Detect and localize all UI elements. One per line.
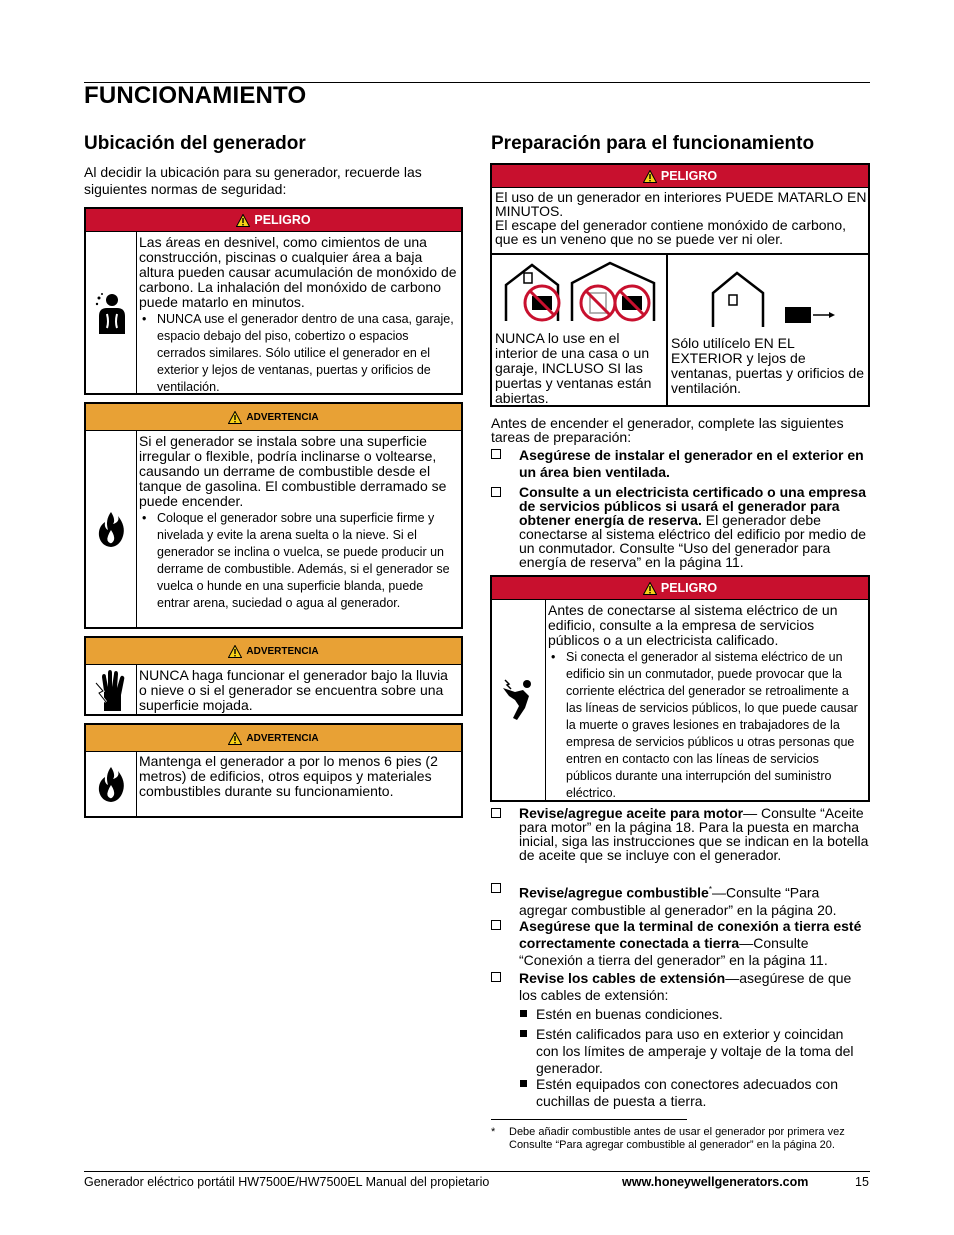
icon-cell: [86, 752, 137, 816]
prep-intro: Antes de encender el generador, complete las siguientes tareas de preparación:: [491, 415, 844, 445]
warning-label: ADVERTENCIA: [246, 411, 319, 423]
footer-rule: [84, 1171, 870, 1172]
task-bold: Revise los cables de extensión: [519, 970, 726, 986]
task-text: Asegúrese de instalar el generador en el exterior en un área bien ventilada.: [519, 447, 864, 480]
danger-header: [492, 165, 868, 188]
checkbox-icon: [491, 487, 501, 497]
danger-box-indoor: [490, 163, 870, 407]
checkbox-icon: [491, 808, 501, 818]
icon-cell: [86, 232, 137, 393]
warning-header: [86, 638, 461, 665]
warning-label: ADVERTENCIA: [246, 732, 319, 744]
task-text: —asegúrese de que los cables de extensión:: [519, 970, 852, 1003]
warning-header: [86, 725, 461, 752]
task-bold: Asegúrese que la terminal de conexión a tierra esté correctamente conectada a tierra: [519, 918, 862, 951]
task-ground: [491, 918, 869, 969]
task-bold: Revise/agregue combustible: [519, 884, 709, 901]
divider: [492, 253, 868, 255]
fire-icon: [96, 765, 126, 803]
danger-label: PELIGRO: [254, 213, 311, 227]
box-main-text: Antes de conectarse al sistema eléctrico de un edificio, consulte a la empresa de servicios públicos o a un electricista calificado.: [548, 602, 838, 648]
warning-triangle-icon: [643, 582, 657, 595]
right-heading: Preparación para el funcionamiento: [491, 133, 815, 154]
footnote-mark: *: [491, 1126, 496, 1138]
box-main-text: Si el generador se instala sobre una superficie irregular o flexible, podría inclinarse o voltearse, causando un derrame de combustible desde el tanque de gasolina. El combustible derramado se puede encender.: [139, 433, 447, 509]
box-text: [139, 434, 459, 612]
warning-triangle-icon: [643, 170, 657, 183]
divider: [666, 253, 668, 405]
footnote-text: Debe añadir combustible antes de usar el generador por primera vez Consulte “Para agregar combustible al generador” en la página 20.: [509, 1126, 845, 1151]
warning-box-distance: [84, 723, 463, 818]
footer-title: Generador eléctrico portátil HW7500E/HW7500EL Manual del propietario: [84, 1175, 490, 1189]
left-intro: Al decidir la ubicación para su generador, recuerde las siguientes normas de seguridad:: [84, 164, 422, 197]
box-text: NUNCA haga funcionar el generador bajo la lluvia o nieve o si el generador se encuentra sobre una superficie mojada.: [139, 667, 448, 713]
icon-cell: [86, 665, 137, 714]
box-text: Mantenga el generador a por lo menos 6 pies (2 metros) de edificios, otros equipos y materiales combustibles durante su funcionamiento.: [139, 753, 438, 799]
sub-item: Estén equipados con conectores adecuados con cuchillas de puesta a tierra.: [536, 1076, 838, 1109]
warning-header: [86, 404, 461, 431]
sub-item: Estén calificados para uso en exterior y coincidan con los límites de amperaje y voltaje de la toma del generador.: [536, 1026, 854, 1076]
co-inhalation-icon: [95, 292, 127, 334]
page-number: 15: [855, 1175, 869, 1189]
outdoor-house-icon: [707, 269, 837, 331]
checkbox-icon: [491, 883, 501, 893]
warning-triangle-icon: [236, 214, 250, 227]
task-check-oil: [491, 806, 869, 862]
page-title: FUNCIONAMIENTO: [84, 82, 307, 109]
footnote-marker: *: [708, 885, 712, 894]
warning-triangle-icon: [228, 732, 242, 745]
task-text: El generador debe conectarse al sistema eléctrico del edificio por medio de un conmutador. Consulte “Uso del generador para energía de reserva” en la página 11.: [519, 512, 867, 570]
electrocution-icon: [501, 678, 537, 722]
task-bold: Revise/agregue aceite para motor: [519, 805, 744, 821]
bullet-square-icon: [520, 1010, 527, 1017]
bullet-square-icon: [520, 1080, 527, 1087]
task-check-fuel: [491, 881, 869, 919]
checkbox-icon: [491, 972, 501, 982]
bullet-square-icon: [520, 1030, 527, 1037]
icon-cell: [86, 431, 137, 627]
warning-box-rain: [84, 636, 463, 716]
task-text: —Consulte “Conexión a tierra del generador” en la página 11.: [519, 935, 828, 968]
checkbox-icon: [491, 449, 501, 459]
danger-box-co: [84, 207, 463, 395]
box-bullet: • NUNCA use el generador dentro de una casa, garaje, espacio debajo del piso, cobertizo o espacios cerrados similares. Sólo utilice el generador en el exterior y lejos de ventanas, puertas y orificios de ventilación.: [139, 311, 459, 396]
no-indoor-house-icon: [502, 261, 662, 325]
pictogram-caption-outdoor: Sólo utilícelo EN EL EXTERIOR y lejos de ventanas, puertas y orificios de ventilación.: [671, 335, 864, 396]
warning-box-tip: [84, 402, 463, 629]
task-extension-cords: [491, 970, 869, 1004]
box-text: [495, 191, 867, 246]
warning-triangle-icon: [228, 411, 242, 424]
danger-header: [86, 209, 461, 232]
task-text: — Consulte “Aceite para motor” en la página 18. Para la puesta en marcha inicial, siga las instrucciones que se indican en la botella de aceite que se incluye con el generador.: [519, 805, 869, 863]
box-bullet: • Si conecta el generador al sistema eléctrico de un edificio sin un conmutador, puede provocar que la corriente eléctrica del generador se retroalimente a las líneas de servicios públicos, lo que puede causar la muerte o graves lesiones en trabajadores de la empresa de servicios públicos u otras personas que entren en contacto con las líneas de servicios públicos durante una interrupción del suministro eléctrico.: [548, 649, 866, 802]
left-heading: Ubicación del generador: [84, 133, 306, 154]
sub-item: Estén en buenas condiciones.: [536, 1006, 723, 1022]
pictogram-caption-indoor: NUNCA lo use en el interior de una casa o un garaje, INCLUSO SI las puertas y ventanas están abiertas.: [495, 330, 652, 406]
footer-url[interactable]: www.honeywellgenerators.com: [622, 1175, 809, 1189]
box-text-1: El uso de un generador en interiores PUEDE MATARLO EN MINUTOS.: [495, 189, 867, 219]
warning-label: ADVERTENCIA: [246, 645, 319, 657]
danger-label: PELIGRO: [660, 581, 718, 595]
task-consult-electrician: [491, 485, 869, 569]
danger-label: PELIGRO: [660, 169, 718, 183]
box-bullet: • Coloque el generador sobre una superficie firme y nivelada y evite la arena suelta o la nieve. Si el generador se inclina o vuelca, se puede producir un derrame de combustible. Además, si el generador se vuelca o hunde en una superficie blanda, puede entrar arena, suciedad o agua al generador.: [139, 510, 459, 612]
warning-triangle-icon: [228, 645, 242, 658]
danger-header: [492, 577, 868, 600]
box-text-2: El escape del generador contiene monóxido de carbono, que es un veneno que no se puede ver ni oler.: [495, 217, 847, 247]
task-text: —Consulte “Para agregar combustible al generador” en la página 20.: [519, 884, 837, 918]
checkbox-icon: [491, 920, 501, 930]
danger-box-electric: [490, 575, 870, 802]
footnote-rule: [491, 1119, 687, 1120]
electrocution-hand-icon: [94, 669, 128, 711]
task-bold: Consulte a un electricista certificado o una empresa de servicios públicos si usará el generador para obtener energía de reserva.: [519, 484, 866, 528]
task-install-outdoors: [491, 447, 869, 481]
box-text: [139, 235, 459, 396]
fire-icon: [96, 510, 126, 548]
box-text: [548, 603, 866, 802]
box-main-text: Las áreas en desnivel, como cimientos de una construcción, piscinas o cualquier área a baja altura pueden causar acumulación de monóxido de carbono. La inhalación del monóxido de carbono puede matarlo en minutos.: [139, 234, 457, 310]
icon-cell: [492, 600, 546, 800]
